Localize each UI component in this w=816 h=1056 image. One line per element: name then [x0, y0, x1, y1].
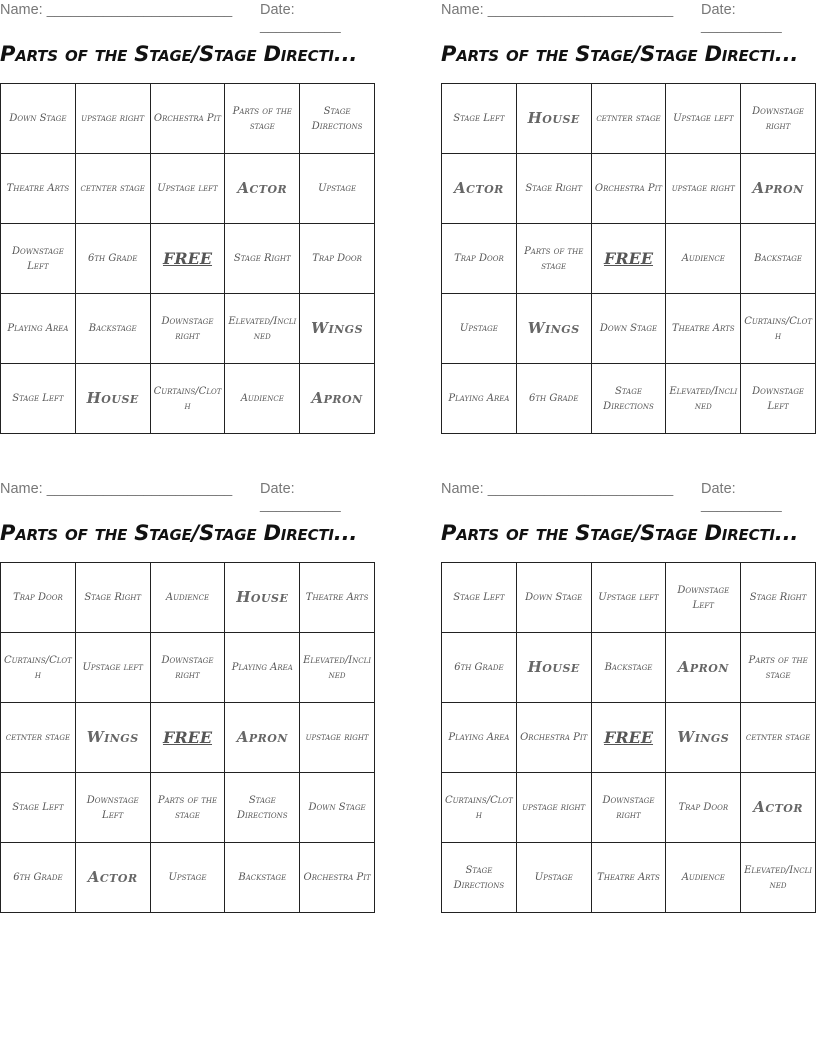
bingo-cell: Orchestra Pit [517, 703, 592, 773]
bingo-cell: 6th Grade [442, 633, 517, 703]
bingo-cell: Elevated/Inclined [741, 843, 816, 913]
bingo-cell: Wings [517, 294, 592, 364]
bingo-cell: Playing Area [442, 703, 517, 773]
bingo-cell: Down Stage [300, 773, 375, 843]
bingo-cell: Stage Directions [225, 773, 300, 843]
bingo-cell: Stage Directions [592, 364, 667, 434]
bingo-cell: Down Stage [517, 563, 592, 633]
bingo-cell: cetnter stage [592, 84, 667, 154]
bingo-cell: cetnter stage [741, 703, 816, 773]
name-field-label: Name: _______________________ [0, 2, 233, 18]
bingo-cell: Curtains/Cloth [151, 364, 226, 434]
bingo-cell: Apron [666, 633, 741, 703]
bingo-cell: 6th Grade [1, 843, 76, 913]
bingo-cell: Curtains/Cloth [442, 773, 517, 843]
card-title: Parts of the Stage/Stage Directi... [441, 42, 799, 66]
bingo-cell: Audience [151, 563, 226, 633]
bingo-cell: cetnter stage [76, 154, 151, 224]
bingo-cell: upstage right [76, 84, 151, 154]
name-field-label: Name: _______________________ [441, 481, 674, 497]
bingo-cell: upstage right [517, 773, 592, 843]
bingo-cell: Stage Directions [300, 84, 375, 154]
bingo-cell: Orchestra Pit [300, 843, 375, 913]
bingo-cell: Stage Right [225, 224, 300, 294]
free-space: FREE [592, 224, 667, 294]
bingo-card-4 [441, 479, 816, 891]
bingo-cell: Audience [666, 224, 741, 294]
bingo-grid [441, 562, 816, 913]
date-field-label: Date: __________ [260, 2, 341, 34]
bingo-cell: Wings [300, 294, 375, 364]
bingo-cell: Backstage [76, 294, 151, 364]
card-title: Parts of the Stage/Stage Directi... [441, 521, 799, 545]
bingo-cell: Playing Area [1, 294, 76, 364]
bingo-cell: Apron [300, 364, 375, 434]
bingo-cell: Actor [442, 154, 517, 224]
card-header [441, 479, 816, 513]
bingo-cell: Orchestra Pit [592, 154, 667, 224]
bingo-cell: Upstage [442, 294, 517, 364]
bingo-cell: Theatre Arts [300, 563, 375, 633]
bingo-cell: cetnter stage [1, 703, 76, 773]
bingo-cell: Upstage left [76, 633, 151, 703]
bingo-cell: Backstage [741, 224, 816, 294]
bingo-cell: Downstage right [151, 633, 226, 703]
bingo-cell: upstage right [300, 703, 375, 773]
bingo-cell: House [517, 633, 592, 703]
bingo-cell: Wings [76, 703, 151, 773]
bingo-cell: Apron [225, 703, 300, 773]
bingo-cell: Downstage right [741, 84, 816, 154]
bingo-cell: Downstage Left [76, 773, 151, 843]
bingo-cell: Backstage [592, 633, 667, 703]
bingo-cell: Wings [666, 703, 741, 773]
bingo-cell: Theatre Arts [666, 294, 741, 364]
bingo-cell: Stage Left [442, 84, 517, 154]
bingo-cell: Audience [225, 364, 300, 434]
bingo-card-1 [0, 0, 376, 412]
bingo-cell: House [225, 563, 300, 633]
free-space: FREE [592, 703, 667, 773]
bingo-cell: Downstage Left [666, 563, 741, 633]
bingo-cell: Downstage Left [741, 364, 816, 434]
bingo-cell: Trap Door [300, 224, 375, 294]
bingo-cell: Upstage left [151, 154, 226, 224]
bingo-cell: Downstage right [151, 294, 226, 364]
bingo-cell: Playing Area [225, 633, 300, 703]
bingo-cell: Parts of the stage [151, 773, 226, 843]
bingo-cell: Trap Door [1, 563, 76, 633]
bingo-cell: Actor [225, 154, 300, 224]
bingo-card-3 [0, 479, 376, 886]
bingo-cell: House [76, 364, 151, 434]
bingo-cell: Apron [741, 154, 816, 224]
card-title: Parts of the Stage/Stage Directi... [0, 521, 358, 545]
bingo-cell: Stage Right [517, 154, 592, 224]
bingo-cell: Stage Right [76, 563, 151, 633]
card-header [441, 0, 816, 34]
bingo-cell: Downstage Left [1, 224, 76, 294]
bingo-cell: Playing Area [442, 364, 517, 434]
bingo-cell: Orchestra Pit [151, 84, 226, 154]
bingo-cell: Trap Door [666, 773, 741, 843]
bingo-cell: Down Stage [592, 294, 667, 364]
card-header [0, 0, 376, 34]
bingo-cell: Parts of the stage [517, 224, 592, 294]
free-space: FREE [151, 703, 226, 773]
bingo-cell: Parts of the stage [741, 633, 816, 703]
date-field-label: Date: __________ [701, 481, 782, 513]
bingo-cell: Stage Left [1, 364, 76, 434]
bingo-cell: Actor [76, 843, 151, 913]
free-space: FREE [151, 224, 226, 294]
bingo-grid [0, 562, 375, 913]
bingo-cell: House [517, 84, 592, 154]
bingo-cell: 6th Grade [76, 224, 151, 294]
bingo-cell: Upstage left [592, 563, 667, 633]
name-field-label: Name: _______________________ [0, 481, 233, 497]
bingo-grid [0, 83, 375, 434]
bingo-cell: Theatre Arts [1, 154, 76, 224]
bingo-cell: Down Stage [1, 84, 76, 154]
bingo-cell: Audience [666, 843, 741, 913]
bingo-cell: Curtains/Cloth [1, 633, 76, 703]
bingo-cell: Stage Left [442, 563, 517, 633]
bingo-cell: Parts of the stage [225, 84, 300, 154]
bingo-cell: Elevated/Inclined [225, 294, 300, 364]
bingo-cell: Curtains/Cloth [741, 294, 816, 364]
bingo-cell: Trap Door [442, 224, 517, 294]
name-field-label: Name: _______________________ [441, 2, 674, 18]
bingo-cell: Upstage [151, 843, 226, 913]
bingo-card-2 [441, 0, 816, 412]
bingo-cell: Stage Directions [442, 843, 517, 913]
bingo-cell: Elevated/Inclined [666, 364, 741, 434]
bingo-cell: Downstage right [592, 773, 667, 843]
bingo-cell: Backstage [225, 843, 300, 913]
card-title: Parts of the Stage/Stage Directi... [0, 42, 358, 66]
bingo-cell: Stage Right [741, 563, 816, 633]
bingo-cell: 6th Grade [517, 364, 592, 434]
bingo-grid [441, 83, 816, 434]
bingo-cell: Upstage [300, 154, 375, 224]
date-field-label: Date: __________ [260, 481, 341, 513]
date-field-label: Date: __________ [701, 2, 782, 34]
bingo-cell: Elevated/Inclined [300, 633, 375, 703]
bingo-cell: Theatre Arts [592, 843, 667, 913]
bingo-cell: Stage Left [1, 773, 76, 843]
bingo-cell: upstage right [666, 154, 741, 224]
bingo-cell: Actor [741, 773, 816, 843]
bingo-cell: Upstage left [666, 84, 741, 154]
card-header [0, 479, 376, 513]
bingo-cell: Upstage [517, 843, 592, 913]
